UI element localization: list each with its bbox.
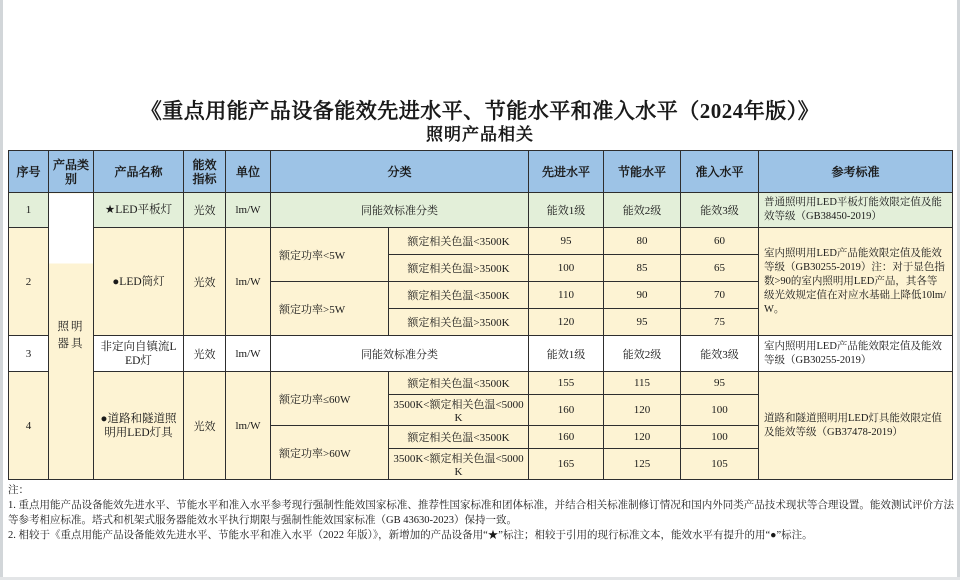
footnotes	[8, 483, 954, 543]
entry-level-cell: 能效3级	[681, 193, 759, 228]
header-metric: 能效指标	[184, 151, 226, 193]
unit-cell: lm/W	[226, 228, 271, 336]
saving-level-cell: 120	[604, 395, 681, 426]
table-row	[9, 336, 953, 372]
advanced-level-cell: 110	[529, 282, 604, 309]
unit-cell: lm/W	[226, 193, 271, 228]
header-reference: 参考标准	[759, 151, 953, 193]
cct-class-cell: 额定相关色温<3500K	[389, 372, 529, 395]
entry-level-cell: 75	[681, 309, 759, 336]
saving-level-cell: 120	[604, 426, 681, 449]
metric-cell: 光效	[184, 193, 226, 228]
cct-class-cell: 3500K<额定相关色温<5000K	[389, 395, 529, 426]
classification-cell: 同能效标准分类	[271, 193, 529, 228]
unit-cell: lm/W	[226, 336, 271, 372]
seq-cell: 1	[9, 193, 49, 228]
reference-cell: 道路和隧道照明用LED灯具能效限定值及能效等级（GB37478-2019）	[759, 372, 953, 480]
reference-cell: 室内照明用LED产品能效限定值及能效等级（GB30255-2019）	[759, 336, 953, 372]
product-name-cell: ●LED筒灯	[94, 228, 184, 336]
advanced-level-cell: 160	[529, 426, 604, 449]
document-subtitle: 照明产品相关	[426, 125, 534, 144]
window-left-edge	[0, 0, 3, 580]
header-seq: 序号	[9, 151, 49, 193]
cct-class-cell: 额定相关色温<3500K	[389, 426, 529, 449]
entry-level-cell: 70	[681, 282, 759, 309]
cct-class-cell: 3500K<额定相关色温<5000K	[389, 449, 529, 480]
metric-cell: 光效	[184, 372, 226, 480]
header-category: 产品类别	[49, 151, 94, 193]
metric-cell: 光效	[184, 336, 226, 372]
advanced-level-cell: 95	[529, 228, 604, 255]
advanced-level-cell: 155	[529, 372, 604, 395]
entry-level-cell: 60	[681, 228, 759, 255]
entry-level-cell: 105	[681, 449, 759, 480]
header-advanced-level: 先进水平	[529, 151, 604, 193]
power-class-cell: 额定功率≤60W	[271, 372, 389, 426]
entry-level-cell: 95	[681, 372, 759, 395]
table-row	[9, 372, 953, 395]
cct-class-cell: 额定相关色温<3500K	[389, 228, 529, 255]
energy-efficiency-table	[8, 150, 953, 480]
header-classification: 分类	[271, 151, 529, 193]
saving-level-cell: 85	[604, 255, 681, 282]
power-class-cell: 额定功率<5W	[271, 228, 389, 282]
classification-cell: 同能效标准分类	[271, 336, 529, 372]
table-row	[9, 193, 953, 228]
cct-class-cell: 额定相关色温<3500K	[389, 282, 529, 309]
saving-level-cell: 115	[604, 372, 681, 395]
entry-level-cell: 100	[681, 426, 759, 449]
table-row	[9, 228, 953, 255]
saving-level-cell: 80	[604, 228, 681, 255]
reference-cell: 普通照明用LED平板灯能效限定值及能效等级（GB38450-2019）	[759, 193, 953, 228]
footnote-item: 1. 重点用能产品设备能效先进水平、节能水平和准入水平参考现行强制性能效国家标准、推荐性国家标准和团体标准，并结合相关标准制修订情况和国内外同类产品技术现状等合理设置。能效测试评价方法等参考相应标准。塔式和机架式服务器能效水平执行期限与强制性能效国家标准（GB 43630-2023）保持一致。	[8, 500, 954, 526]
saving-level-cell: 能效2级	[604, 193, 681, 228]
entry-level-cell: 65	[681, 255, 759, 282]
saving-level-cell: 90	[604, 282, 681, 309]
advanced-level-cell: 160	[529, 395, 604, 426]
advanced-level-cell: 能效1级	[529, 193, 604, 228]
header-entry-level: 准入水平	[681, 151, 759, 193]
advanced-level-cell: 165	[529, 449, 604, 480]
metric-cell: 光效	[184, 228, 226, 336]
saving-level-cell: 125	[604, 449, 681, 480]
seq-cell: 4	[9, 372, 49, 480]
advanced-level-cell: 能效1级	[529, 336, 604, 372]
product-name-cell: ●道路和隧道照明用LED灯具	[94, 372, 184, 480]
table-header-row	[9, 151, 953, 193]
footnote-label: 注：	[8, 485, 29, 496]
product-name-cell: 非定向自镇流LED灯	[94, 336, 184, 372]
footnote-item: 2. 相较于《重点用能产品设备能效先进水平、节能水平和准入水平（2022 年版）》，新增加的产品设备用“★”标注；相较于引用的现行标准文本，能效水平有提升的用“●”标注。	[8, 530, 813, 541]
product-name-cell: ★LED平板灯	[94, 193, 184, 228]
header-product-name: 产品名称	[94, 151, 184, 193]
entry-level-cell: 100	[681, 395, 759, 426]
reference-cell: 室内照明用LED产品能效限定值及能效等级（GB30255-2019）注：对于显色指数>90的室内照明用LED产品，其各等级光效规定值在对应水基础上降低10lm/W。	[759, 228, 953, 336]
seq-cell: 3	[9, 336, 49, 372]
cct-class-cell: 额定相关色温>3500K	[389, 255, 529, 282]
saving-level-cell: 95	[604, 309, 681, 336]
power-class-cell: 额定功率>60W	[271, 426, 389, 480]
saving-level-cell: 能效2级	[604, 336, 681, 372]
cct-class-cell: 额定相关色温>3500K	[389, 309, 529, 336]
unit-cell: lm/W	[226, 372, 271, 480]
header-saving-level: 节能水平	[604, 151, 681, 193]
category-cell: 照明器具	[49, 193, 94, 480]
entry-level-cell: 能效3级	[681, 336, 759, 372]
power-class-cell: 额定功率>5W	[271, 282, 389, 336]
seq-cell: 2	[9, 228, 49, 336]
header-unit: 单位	[226, 151, 271, 193]
advanced-level-cell: 120	[529, 309, 604, 336]
advanced-level-cell: 100	[529, 255, 604, 282]
document-title: 《重点用能产品设备能效先进水平、节能水平和准入水平（2024年版）》	[140, 99, 820, 123]
